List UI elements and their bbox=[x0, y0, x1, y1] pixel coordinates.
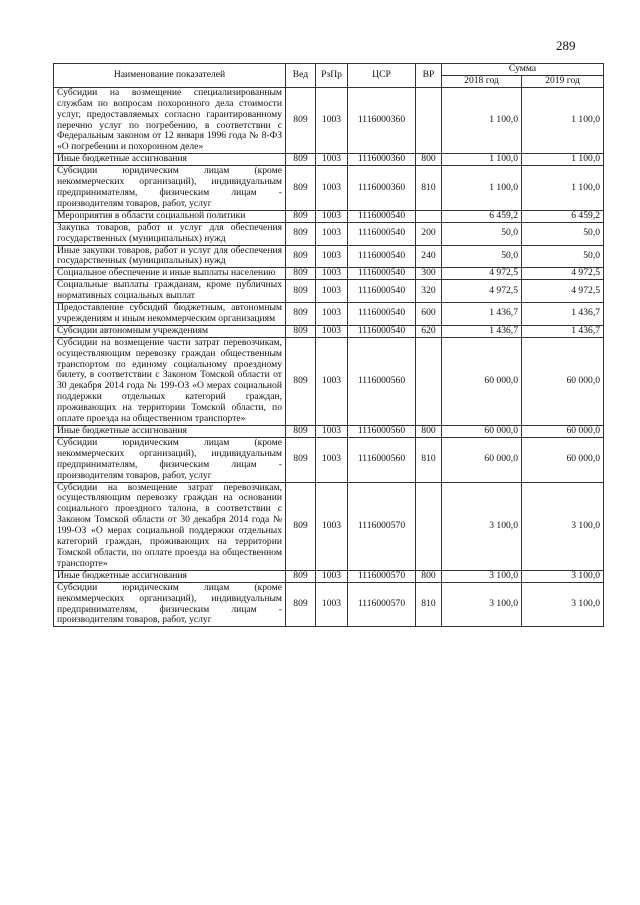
cell-rzpr: 1003 bbox=[316, 582, 348, 627]
cell-rzpr: 1003 bbox=[316, 570, 348, 582]
cell-sum-2018: 4 972,5 bbox=[442, 280, 522, 303]
cell-name: Субсидии на возмещение части затрат перевозчикам, осуществляющим перевозку граждан общественным транспортом по единому социальному проездному билету, в соответствии с Законом Томской области от 30 декабря 2014 года № 199-ОЗ «О мерах социальной поддержки отдельных категорий граждан, проживающих на территории Томской области, по оплате проезда на общественном транспорте» bbox=[54, 337, 286, 425]
cell-name: Иные бюджетные ассигнования bbox=[54, 570, 286, 582]
cell-ved: 809 bbox=[286, 570, 316, 582]
cell-vr: 810 bbox=[416, 437, 442, 482]
cell-vr: 810 bbox=[416, 166, 442, 211]
cell-rzpr: 1003 bbox=[316, 268, 348, 280]
cell-sum-2018: 60 000,0 bbox=[442, 337, 522, 425]
cell-sum-2019: 60 000,0 bbox=[522, 437, 604, 482]
cell-sum-2019: 4 972,5 bbox=[522, 268, 604, 280]
cell-ved: 809 bbox=[286, 582, 316, 627]
cell-sum-2018: 1 436,7 bbox=[442, 325, 522, 337]
cell-ved: 809 bbox=[286, 325, 316, 337]
cell-sum-2018: 60 000,0 bbox=[442, 426, 522, 438]
header-name: Наименование показателей bbox=[54, 64, 286, 88]
table-row bbox=[54, 87, 604, 153]
cell-name: Субсидии автономным учреждениям bbox=[54, 325, 286, 337]
table-row bbox=[54, 426, 604, 438]
budget-table bbox=[53, 63, 604, 627]
cell-rzpr: 1003 bbox=[316, 210, 348, 222]
cell-rzpr: 1003 bbox=[316, 166, 348, 211]
cell-sum-2019: 60 000,0 bbox=[522, 337, 604, 425]
cell-sum-2018: 1 100,0 bbox=[442, 154, 522, 166]
cell-ved: 809 bbox=[286, 87, 316, 153]
cell-csr: 1116000540 bbox=[348, 325, 416, 337]
cell-vr: 600 bbox=[416, 303, 442, 326]
cell-sum-2019: 3 100,0 bbox=[522, 482, 604, 570]
header-vr: ВР bbox=[416, 64, 442, 88]
cell-rzpr: 1003 bbox=[316, 280, 348, 303]
cell-name: Субсидии юридическим лицам (кроме некоммерческих организаций), индивидуальным предпринимателям, физическим лицам - производителям товаров, работ, услуг bbox=[54, 166, 286, 211]
cell-rzpr: 1003 bbox=[316, 245, 348, 268]
cell-sum-2019: 4 972,5 bbox=[522, 280, 604, 303]
cell-name: Мероприятия в области социальной политики bbox=[54, 210, 286, 222]
cell-csr: 1116000560 bbox=[348, 426, 416, 438]
cell-vr bbox=[416, 482, 442, 570]
cell-ved: 809 bbox=[286, 166, 316, 211]
cell-csr: 1116000570 bbox=[348, 582, 416, 627]
cell-ved: 809 bbox=[286, 154, 316, 166]
cell-rzpr: 1003 bbox=[316, 154, 348, 166]
cell-ved: 809 bbox=[286, 210, 316, 222]
cell-vr: 810 bbox=[416, 582, 442, 627]
cell-name: Субсидии на возмещение специализированным службам по вопросам похоронного дела стоимости услуг, предоставляемых согласно гарантированному перечню услуг по погребению, в соответствии с Федеральным законом от 12 января 1996 года № 8-ФЗ «О погребении и похоронном деле» bbox=[54, 87, 286, 153]
cell-name: Социальное обеспечение и иные выплаты населению bbox=[54, 268, 286, 280]
cell-vr: 800 bbox=[416, 426, 442, 438]
cell-sum-2019: 6 459,2 bbox=[522, 210, 604, 222]
cell-csr: 1116000540 bbox=[348, 280, 416, 303]
header-2019: 2019 год bbox=[522, 75, 604, 87]
cell-sum-2019: 1 100,0 bbox=[522, 154, 604, 166]
cell-sum-2018: 50,0 bbox=[442, 222, 522, 245]
cell-csr: 1116000360 bbox=[348, 166, 416, 211]
cell-vr: 200 bbox=[416, 222, 442, 245]
cell-sum-2019: 1 436,7 bbox=[522, 303, 604, 326]
cell-csr: 1116000540 bbox=[348, 210, 416, 222]
cell-vr: 800 bbox=[416, 154, 442, 166]
header-csr: ЦСР bbox=[348, 64, 416, 88]
cell-ved: 809 bbox=[286, 280, 316, 303]
cell-rzpr: 1003 bbox=[316, 482, 348, 570]
cell-name: Иные бюджетные ассигнования bbox=[54, 154, 286, 166]
cell-ved: 809 bbox=[286, 337, 316, 425]
table-row bbox=[54, 280, 604, 303]
cell-sum-2019: 50,0 bbox=[522, 222, 604, 245]
cell-csr: 1116000540 bbox=[348, 303, 416, 326]
table-row bbox=[54, 210, 604, 222]
cell-vr: 620 bbox=[416, 325, 442, 337]
page-number: 289 bbox=[556, 38, 576, 53]
cell-sum-2019: 3 100,0 bbox=[522, 582, 604, 627]
cell-rzpr: 1003 bbox=[316, 325, 348, 337]
table-row bbox=[54, 437, 604, 482]
table-row bbox=[54, 303, 604, 326]
table-row bbox=[54, 154, 604, 166]
cell-rzpr: 1003 bbox=[316, 87, 348, 153]
cell-sum-2019: 1 100,0 bbox=[522, 87, 604, 153]
cell-name: Субсидии на возмещение затрат перевозчикам, осуществляющим перевозку граждан на основании социального проездного талона, в соответствии с Законом Томской области от 30 декабря 2014 года № 199-ОЗ «О мерах социальной поддержки отдельных категорий граждан, проживающих на территории Томской области, по оплате проезда на общественном транспорте» bbox=[54, 482, 286, 570]
cell-rzpr: 1003 bbox=[316, 426, 348, 438]
table-body bbox=[54, 87, 604, 627]
cell-csr: 1116000360 bbox=[348, 87, 416, 153]
cell-rzpr: 1003 bbox=[316, 337, 348, 425]
cell-csr: 1116000360 bbox=[348, 154, 416, 166]
cell-sum-2019: 1 100,0 bbox=[522, 166, 604, 211]
cell-csr: 1116000540 bbox=[348, 222, 416, 245]
header-2018: 2018 год bbox=[442, 75, 522, 87]
cell-csr: 1116000560 bbox=[348, 437, 416, 482]
cell-vr bbox=[416, 87, 442, 153]
table-row bbox=[54, 166, 604, 211]
header-sum: Сумма bbox=[442, 64, 604, 76]
table-row bbox=[54, 337, 604, 425]
cell-csr: 1116000570 bbox=[348, 482, 416, 570]
cell-ved: 809 bbox=[286, 303, 316, 326]
cell-name: Социальные выплаты гражданам, кроме публичных нормативных социальных выплат bbox=[54, 280, 286, 303]
cell-ved: 809 bbox=[286, 437, 316, 482]
table-row bbox=[54, 325, 604, 337]
cell-rzpr: 1003 bbox=[316, 303, 348, 326]
cell-rzpr: 1003 bbox=[316, 437, 348, 482]
cell-ved: 809 bbox=[286, 426, 316, 438]
cell-sum-2018: 3 100,0 bbox=[442, 482, 522, 570]
cell-sum-2018: 50,0 bbox=[442, 245, 522, 268]
cell-sum-2018: 1 100,0 bbox=[442, 87, 522, 153]
cell-sum-2019: 50,0 bbox=[522, 245, 604, 268]
cell-csr: 1116000540 bbox=[348, 245, 416, 268]
table-row bbox=[54, 582, 604, 627]
cell-sum-2018: 4 972,5 bbox=[442, 268, 522, 280]
table-row bbox=[54, 245, 604, 268]
cell-csr: 1116000560 bbox=[348, 337, 416, 425]
table-row bbox=[54, 482, 604, 570]
cell-vr bbox=[416, 337, 442, 425]
cell-sum-2018: 6 459,2 bbox=[442, 210, 522, 222]
cell-rzpr: 1003 bbox=[316, 222, 348, 245]
cell-csr: 1116000570 bbox=[348, 570, 416, 582]
cell-sum-2018: 3 100,0 bbox=[442, 570, 522, 582]
table-row bbox=[54, 570, 604, 582]
cell-name: Закупка товаров, работ и услуг для обеспечения государственных (муниципальных) нужд bbox=[54, 222, 286, 245]
cell-sum-2019: 3 100,0 bbox=[522, 570, 604, 582]
cell-vr bbox=[416, 210, 442, 222]
cell-name: Субсидии юридическим лицам (кроме некоммерческих организаций), индивидуальным предпринимателям, физическим лицам - производителям товаров, работ, услуг bbox=[54, 437, 286, 482]
cell-name: Иные закупки товаров, работ и услуг для обеспечения государственных (муниципальных) нужд bbox=[54, 245, 286, 268]
header-rzpr: РзПр bbox=[316, 64, 348, 88]
header-row bbox=[54, 64, 604, 76]
cell-name: Субсидии юридическим лицам (кроме некоммерческих организаций), индивидуальным предпринимателям, физическим лицам - производителям товаров, работ, услуг bbox=[54, 582, 286, 627]
cell-sum-2019: 60 000,0 bbox=[522, 426, 604, 438]
table-row bbox=[54, 268, 604, 280]
cell-csr: 1116000540 bbox=[348, 268, 416, 280]
table-row bbox=[54, 222, 604, 245]
cell-name: Иные бюджетные ассигнования bbox=[54, 426, 286, 438]
cell-vr: 240 bbox=[416, 245, 442, 268]
cell-ved: 809 bbox=[286, 222, 316, 245]
header-ved: Вед bbox=[286, 64, 316, 88]
cell-vr: 300 bbox=[416, 268, 442, 280]
cell-sum-2018: 1 100,0 bbox=[442, 166, 522, 211]
cell-ved: 809 bbox=[286, 245, 316, 268]
cell-vr: 800 bbox=[416, 570, 442, 582]
cell-sum-2018: 60 000,0 bbox=[442, 437, 522, 482]
cell-name: Предоставление субсидий бюджетным, автономным учреждениям и иным некоммерческим организациям bbox=[54, 303, 286, 326]
cell-sum-2019: 1 436,7 bbox=[522, 325, 604, 337]
cell-vr: 320 bbox=[416, 280, 442, 303]
cell-sum-2018: 3 100,0 bbox=[442, 582, 522, 627]
cell-ved: 809 bbox=[286, 268, 316, 280]
cell-ved: 809 bbox=[286, 482, 316, 570]
cell-sum-2018: 1 436,7 bbox=[442, 303, 522, 326]
